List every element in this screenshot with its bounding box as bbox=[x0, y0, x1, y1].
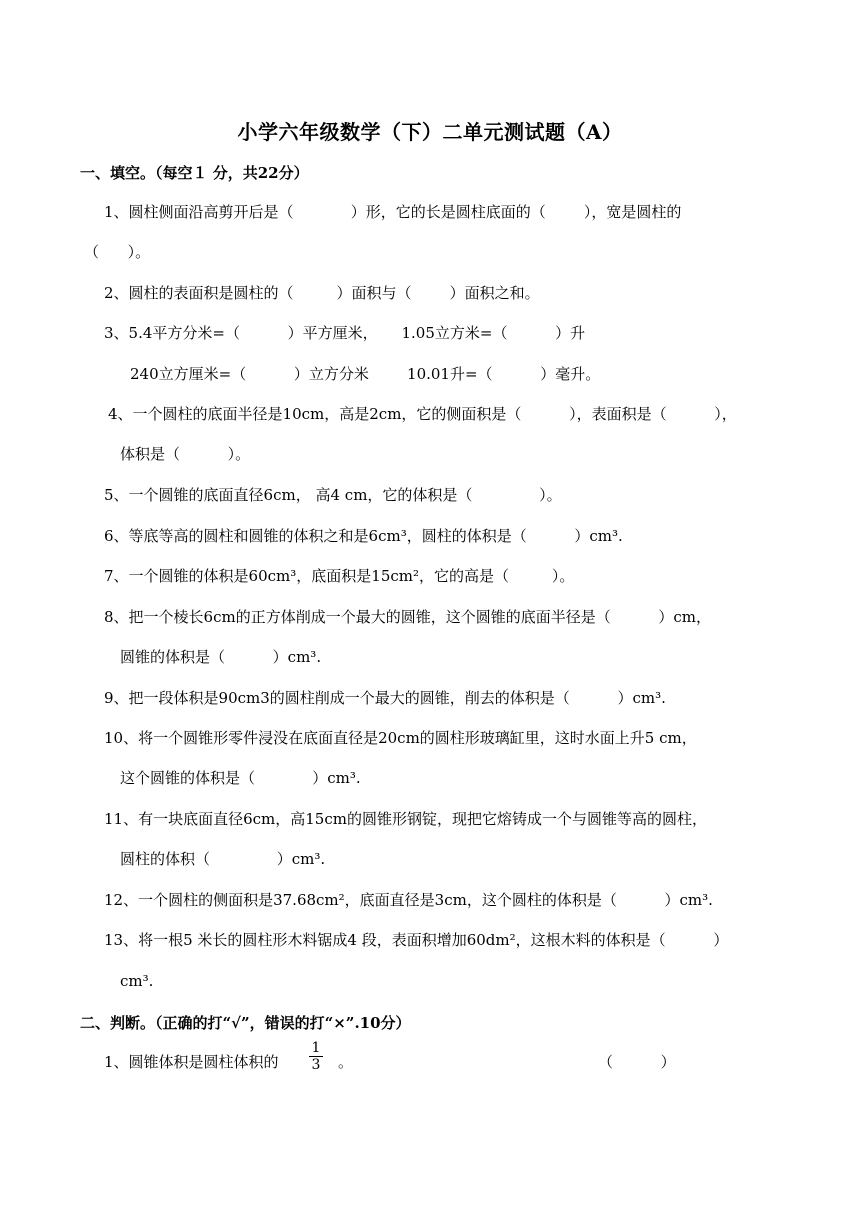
question-13-line-2: cm³. bbox=[120, 972, 154, 990]
question-2: 2、圆柱的表面积是圆柱的（ ）面积与（ ）面积之和。 bbox=[104, 284, 540, 302]
judge-question-1-suffix: 。 bbox=[338, 1053, 354, 1071]
question-4-line-1: 4、一个圆柱的底面半径是10cm，高是2cm，它的侧面积是（ ），表面积是（ ）， bbox=[108, 405, 737, 423]
question-1-line-1: 1、圆柱侧面沿高剪开后是（ ）形，它的长是圆柱底面的（ ），宽是圆柱的 bbox=[104, 203, 682, 221]
judge-question-1-text: 1、圆锥体积是圆柱体积的 bbox=[104, 1053, 279, 1071]
question-11-line-1: 11、有一块底面直径6cm，高15cm的圆锥形钢锭，现把它熔铸成一个与圆锥等高的圆柱， bbox=[104, 810, 707, 828]
fraction-numerator: 1 bbox=[311, 1040, 321, 1056]
section-heading-judge: 二、判断。（正确的打“√”，错误的打“×”.10分） bbox=[80, 1014, 411, 1032]
question-3-line-2: 240立方厘米=（ ）立方分米 10.01升=（ ）毫升。 bbox=[130, 365, 601, 383]
question-4-line-2: 体积是（ ）。 bbox=[120, 445, 251, 463]
fraction-denominator: 3 bbox=[311, 1057, 321, 1073]
question-6: 6、等底等高的圆柱和圆锥的体积之和是6cm³，圆柱的体积是（ ）cm³. bbox=[104, 527, 623, 545]
question-1-line-2: （ ）。 bbox=[84, 243, 151, 261]
section-heading-fill: 一、填空。（每空１ 分，共22分） bbox=[80, 164, 309, 182]
question-8-line-1: 8、把一个棱长6cm的正方体削成一个最大的圆锥，这个圆锥的底面半径是（ ）cm， bbox=[104, 608, 712, 626]
question-7: 7、一个圆锥的体积是60cm³，底面积是15cm²，它的高是（ ）。 bbox=[104, 567, 575, 585]
fraction-one-third bbox=[309, 1041, 323, 1072]
question-8-line-2: 圆锥的体积是（ ）cm³. bbox=[120, 648, 322, 666]
page-title: 小学六年级数学（下）二单元测试题（A） bbox=[237, 120, 623, 144]
question-10-line-1: 10、将一个圆锥形零件浸没在底面直径是20cm的圆柱形玻璃缸里，这时水面上升5 cm， bbox=[104, 729, 697, 747]
question-10-line-2: 这个圆锥的体积是（ ）cm³. bbox=[120, 769, 361, 787]
question-5: 5、一个圆锥的底面直径6cm， 高4 cm，它的体积是（ ）。 bbox=[104, 486, 562, 504]
question-13-line-1: 13、将一根5 米长的圆柱形木料锯成4 段，表面积增加60dm²，这根木料的体积是（ ） bbox=[104, 931, 729, 949]
judge-question-1-answer-blank[interactable]: （ ） bbox=[598, 1053, 676, 1071]
question-12: 12、一个圆柱的侧面积是37.68cm²，底面直径是3cm，这个圆柱的体积是（ ）cm³. bbox=[104, 891, 713, 909]
question-11-line-2: 圆柱的体积（ ）cm³. bbox=[120, 850, 326, 868]
question-3-line-1: 3、5.4平方分米=（ ）平方厘米， 1.05立方米=（ ）升 bbox=[104, 324, 586, 342]
question-9: 9、把一段体积是90cm3的圆柱削成一个最大的圆锥，削去的体积是（ ）cm³. bbox=[104, 689, 666, 707]
